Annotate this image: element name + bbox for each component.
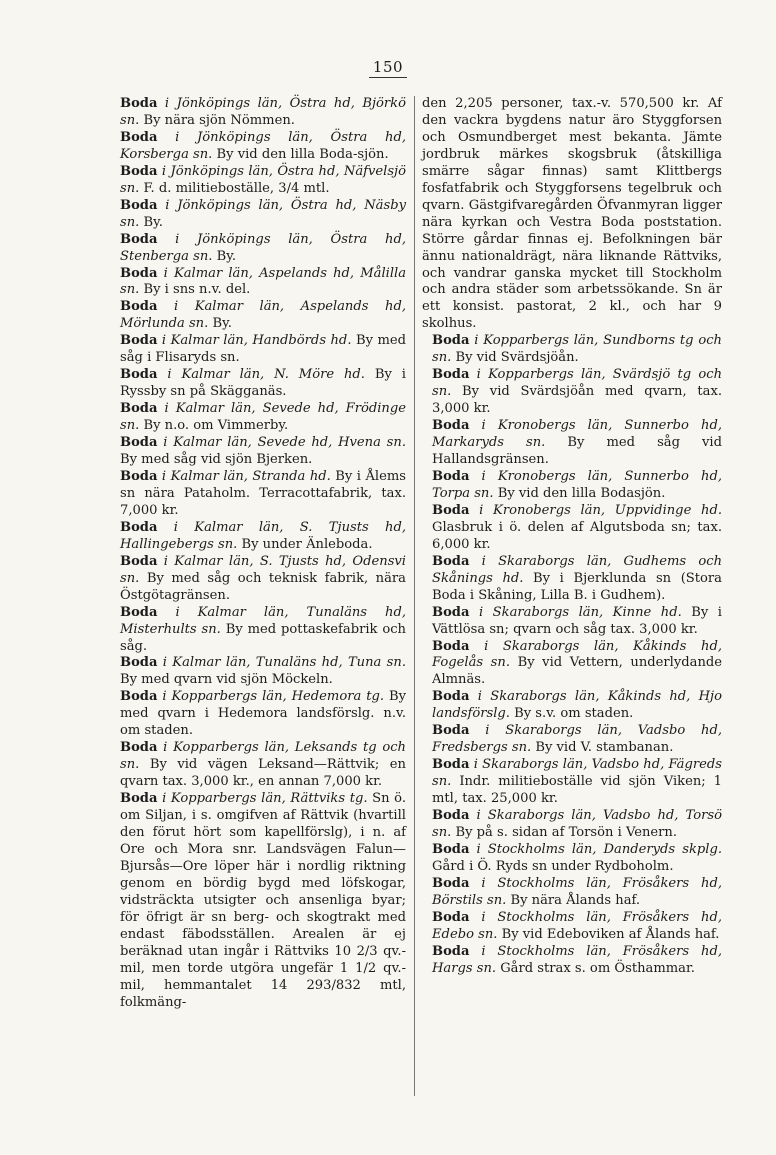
dictionary-entry <box>422 842 722 876</box>
entry-headword: Boda <box>120 604 158 620</box>
entry-location: i Skaraborgs län, Vadsbo hd, Fägreds sn. <box>432 757 722 790</box>
entry-headword: Boda <box>120 468 158 484</box>
dictionary-entry <box>110 689 406 740</box>
entry-headword: Boda <box>432 638 470 654</box>
entry-headword: Boda <box>120 129 158 145</box>
entry-text: By i Vättlösa sn; qvarn och såg tax. 3,000 kr. <box>432 604 722 637</box>
dictionary-entry <box>110 554 406 605</box>
dictionary-entry <box>110 367 406 401</box>
entry-location: i Jönköpings län, Östra hd, Näfvelsjö sn. <box>120 163 406 196</box>
entry-location: i Jönköpings län, Östra hd, Björkö sn. <box>120 96 406 128</box>
dictionary-entry <box>110 401 406 435</box>
entry-location: i Skaraborgs län, Kåkinds hd, Fogelås sn. <box>432 638 722 671</box>
dictionary-entry <box>422 554 722 605</box>
entry-text: By vid V. stambanan. <box>531 740 674 756</box>
entry-headword: Boda <box>120 367 158 383</box>
entry-location: i Skaraborgs län, Kinne hd. <box>469 604 682 620</box>
dictionary-entry <box>422 944 722 978</box>
entry-headword: Boda <box>120 163 158 179</box>
entry-text: By vid Edeboviken af Ålands haf. <box>497 926 720 942</box>
entry-text: By under Änleboda. <box>237 536 373 552</box>
entry-location: i Jönköpings län, Östra hd, Näsby sn. <box>120 197 406 230</box>
entry-location: i Kronobergs län, Sunnerbo hd, Markaryds sn. <box>432 418 722 451</box>
entry-headword: Boda <box>432 909 470 925</box>
entry-location: i Jönköpings län, Östra hd, Korsberga sn. <box>120 129 406 162</box>
entry-text: Indr. militieboställe vid sjön Viken; 1 mtl, tax. 25,000 kr. <box>432 774 722 807</box>
entry-text: By s.v. om staden. <box>509 706 634 722</box>
entry-headword: Boda <box>120 231 158 247</box>
entry-text: By med såg i Flisaryds sn. <box>120 333 406 366</box>
dictionary-entry <box>110 164 406 198</box>
entry-text: By på s. sidan af Torsön i Venern. <box>451 824 678 840</box>
dictionary-entry <box>422 910 722 944</box>
entry-headword: Boda <box>432 841 470 857</box>
entry-headword: Boda <box>120 197 158 213</box>
column-divider <box>414 96 415 1096</box>
entry-text: den 2,205 personer, tax.-v. 570,500 kr. Af den vackra bygdens natur äro Styggforsen och Osmundberget mest bekanta. Jämte jordbruk märkes skogsbruk (åtskilliga smärre sågar finnas) samt Klittbergs fosfatfabrik och Styggforsens tegelbruk och qvarn. Gästgifvaregården Öfvanmyran ligger nära kyrkan och Vestra Boda poststation. Större gårdar finnas ej. Befolkningen bär ännu nationaldrägt, nära liknande Rättviks, och vandrar ganska mycket till Stockholm och andra städer som arbetssökande. Sn är ett konsist. pastorat, 2 kl., och har 9 skolhus. <box>422 96 722 332</box>
entry-headword: Boda <box>432 757 470 773</box>
page-number <box>0 58 776 76</box>
right-column <box>422 96 722 978</box>
entry-location: i Kopparbergs län, Sundborns tg och sn. <box>432 333 722 366</box>
entry-text: By med såg och teknisk fabrik, nära Östgötagränsen. <box>120 570 406 603</box>
entry-headword: Boda <box>432 723 470 739</box>
entry-location: i Kalmar län, N. Möre hd. <box>157 367 365 383</box>
entry-headword: Boda <box>432 689 470 705</box>
dictionary-entry <box>422 876 722 910</box>
entry-headword: Boda <box>432 468 470 484</box>
entry-headword: Boda <box>120 333 158 349</box>
entry-location: i Kalmar län, Handbörds hd. <box>157 333 352 349</box>
dictionary-entry <box>110 130 406 164</box>
entry-headword: Boda <box>120 299 158 315</box>
entry-text: By med såg vid sjön Bjerken. <box>120 452 313 468</box>
entry-headword: Boda <box>432 367 470 383</box>
entry-text: Sn ö. om Siljan, i s. omgifven af Rättvik (hvartill den förut hört som kapellförslg), i n. af Ore och Mora snr. Landsvägen Falun—Bjursås—Ore löper här i nordlig riktning genom en bördig bygd med löfskogar, vidsträckta utsigter och ansenliga byar; för öfrigt är sn berg- och skogtrakt med endast fäbodsställen. Arealen är ej beräknad utan ingår i Rättviks 10 2/3 qv.-mil, men torde utgöra ungefär 1 1/2 qv.-mil, hemmantalet 14 293/832 mtl, folkmäng- <box>120 791 406 1010</box>
entry-headword: Boda <box>120 655 158 671</box>
entry-text: By med pottaskefabrik och såg. <box>120 621 406 654</box>
entry-text: By med qvarn i Hedemora landsförslg. n.v. om staden. <box>120 689 406 739</box>
dictionary-entry <box>110 791 406 1011</box>
dictionary-entry <box>110 655 406 689</box>
dictionary-entry <box>110 198 406 232</box>
dictionary-entry <box>110 333 406 367</box>
entry-text: Gård strax s. om Östhammar. <box>496 960 695 976</box>
page-number-text: 150 <box>369 58 407 78</box>
entry-text: F. d. militieboställe, 3/4 mtl. <box>139 180 330 196</box>
dictionary-entry <box>110 740 406 791</box>
entry-location: i Kalmar län, S. Tjusts hd, Hallingebergs sn. <box>120 519 406 552</box>
dictionary-entry <box>110 520 406 554</box>
entry-location: i Kronobergs län, Uppvidinge hd. <box>469 502 722 518</box>
entry-location: i Stockholms län, Frösåkers hd, Börstils sn. <box>432 875 722 908</box>
entry-text: Glasbruk i ö. delen af Algutsboda sn; tax. 6,000 kr. <box>432 519 722 552</box>
entry-headword: Boda <box>432 875 470 891</box>
dictionary-entry <box>422 469 722 503</box>
entry-text: By vid Svärdsjöån med qvarn, tax. 3,000 kr. <box>432 384 722 417</box>
dictionary-entry <box>422 418 722 469</box>
entry-headword: Boda <box>432 943 470 959</box>
entry-headword: Boda <box>432 418 470 434</box>
dictionary-entry <box>110 96 406 130</box>
entry-headword: Boda <box>432 604 470 620</box>
entry-location: i Jönköpings län, Östra hd, Stenberga sn. <box>120 231 406 264</box>
entry-headword: Boda <box>120 265 158 281</box>
entry-headword: Boda <box>120 519 158 535</box>
entry-text: By vid Svärdsjöån. <box>451 350 579 366</box>
entry-location: i Stockholms län, Danderyds skplg. <box>469 841 722 857</box>
entry-location: i Skaraborgs län, Kåkinds hd, Hjo landsförslg. <box>432 689 722 722</box>
entry-text: By vid Vettern, underlydande Almnäs. <box>432 655 723 688</box>
entry-location: i Kopparbergs län, Svärdsjö tg och sn. <box>432 367 722 400</box>
entry-headword: Boda <box>120 689 158 705</box>
entry-text: By. <box>139 214 163 230</box>
entry-location: i Skaraborgs län, Vadsbo hd, Fredsbergs sn. <box>432 723 722 756</box>
dictionary-entry <box>422 723 722 757</box>
dictionary-entry <box>422 333 722 367</box>
dictionary-entry <box>422 605 722 639</box>
dictionary-entry <box>110 232 406 266</box>
entry-text: By nära sjön Nömmen. <box>139 112 295 128</box>
entry-location: i Kalmar län, Tunaläns hd, Tuna sn. <box>157 655 406 671</box>
dictionary-entry <box>422 96 722 333</box>
entry-text: By vid den lilla Boda-sjön. <box>212 146 389 162</box>
entry-location: i Kalmar län, Aspelands hd, Målilla sn. <box>120 265 406 298</box>
left-column <box>110 96 406 1011</box>
dictionary-entry <box>422 757 722 808</box>
dictionary-entry <box>110 469 406 520</box>
dictionary-entry <box>422 808 722 842</box>
entry-text: By i Bjerklunda sn (Stora Boda i Skåning, Lilla B. i Gudhem). <box>432 570 722 603</box>
entry-location: i Skaraborgs län, Vadsbo hd, Torsö sn. <box>432 808 722 840</box>
entry-headword: Boda <box>120 553 158 569</box>
entry-location: i Kopparbergs län, Rättviks tg. <box>157 791 368 807</box>
entry-text: By i sns n.v. del. <box>139 282 251 298</box>
dictionary-entry <box>110 435 406 469</box>
entry-location: i Kalmar län, Sevede hd, Frödinge sn. <box>120 401 406 434</box>
entry-text: By med såg vid Hallandsgränsen. <box>432 435 722 468</box>
entry-location: i Stockholms län, Frösåkers hd, Edebo sn. <box>432 909 722 942</box>
entry-location: i Kalmar län, S. Tjusts hd, Odensvi sn. <box>120 553 406 586</box>
dictionary-entry <box>110 299 406 333</box>
dictionary-entry <box>422 639 722 690</box>
entry-text: Gård i Ö. Ryds sn under Rydboholm. <box>432 858 674 874</box>
entry-text: By i Ålems sn nära Pataholm. Terracottafabrik, tax. 7,000 kr. <box>120 468 406 518</box>
entry-location: i Skaraborgs län, Gudhems och Skånings hd. <box>432 553 722 586</box>
entry-location: i Kronobergs län, Sunnerbo hd, Torpa sn. <box>432 468 722 501</box>
entry-headword: Boda <box>120 96 158 111</box>
entry-location: i Kopparbergs län, Hedemora tg. <box>157 689 385 705</box>
entry-headword: Boda <box>432 502 470 518</box>
dictionary-entry <box>422 689 722 723</box>
entry-headword: Boda <box>120 740 158 756</box>
entry-text: By med qvarn vid sjön Möckeln. <box>120 672 333 688</box>
dictionary-entry <box>110 266 406 300</box>
entry-location: i Stockholms län, Frösåkers hd, Hargs sn. <box>432 943 722 976</box>
dictionary-entry <box>422 503 722 554</box>
entry-headword: Boda <box>432 808 470 824</box>
entry-text: By. <box>208 316 232 332</box>
entry-location: i Kalmar län, Aspelands hd, Mörlunda sn. <box>120 299 406 332</box>
entry-headword: Boda <box>120 401 158 417</box>
dictionary-entry <box>110 605 406 656</box>
entry-text: By. <box>212 248 237 264</box>
dictionary-entry <box>422 367 722 418</box>
entry-text: By nära Ålands haf. <box>506 892 641 908</box>
entry-text: By vid vägen Leksand—Rättvik; en qvarn tax. 3,000 kr., en annan 7,000 kr. <box>120 757 406 790</box>
entry-headword: Boda <box>120 791 158 807</box>
entry-location: i Kalmar län, Sevede hd, Hvena sn. <box>157 435 406 451</box>
entry-text: By vid den lilla Bodasjön. <box>493 485 666 501</box>
entry-text: By i Ryssby sn på Skägganäs. <box>120 367 406 400</box>
entry-headword: Boda <box>120 435 158 451</box>
entry-location: i Kopparbergs län, Leksands tg och sn. <box>120 740 406 773</box>
entry-location: i Kalmar län, Stranda hd. <box>157 468 331 484</box>
entry-text: By n.o. om Vimmerby. <box>139 418 289 434</box>
entry-headword: Boda <box>432 333 470 349</box>
entry-headword: Boda <box>432 553 470 569</box>
entry-location: i Kalmar län, Tunaläns hd, Misterhults sn. <box>120 604 406 637</box>
